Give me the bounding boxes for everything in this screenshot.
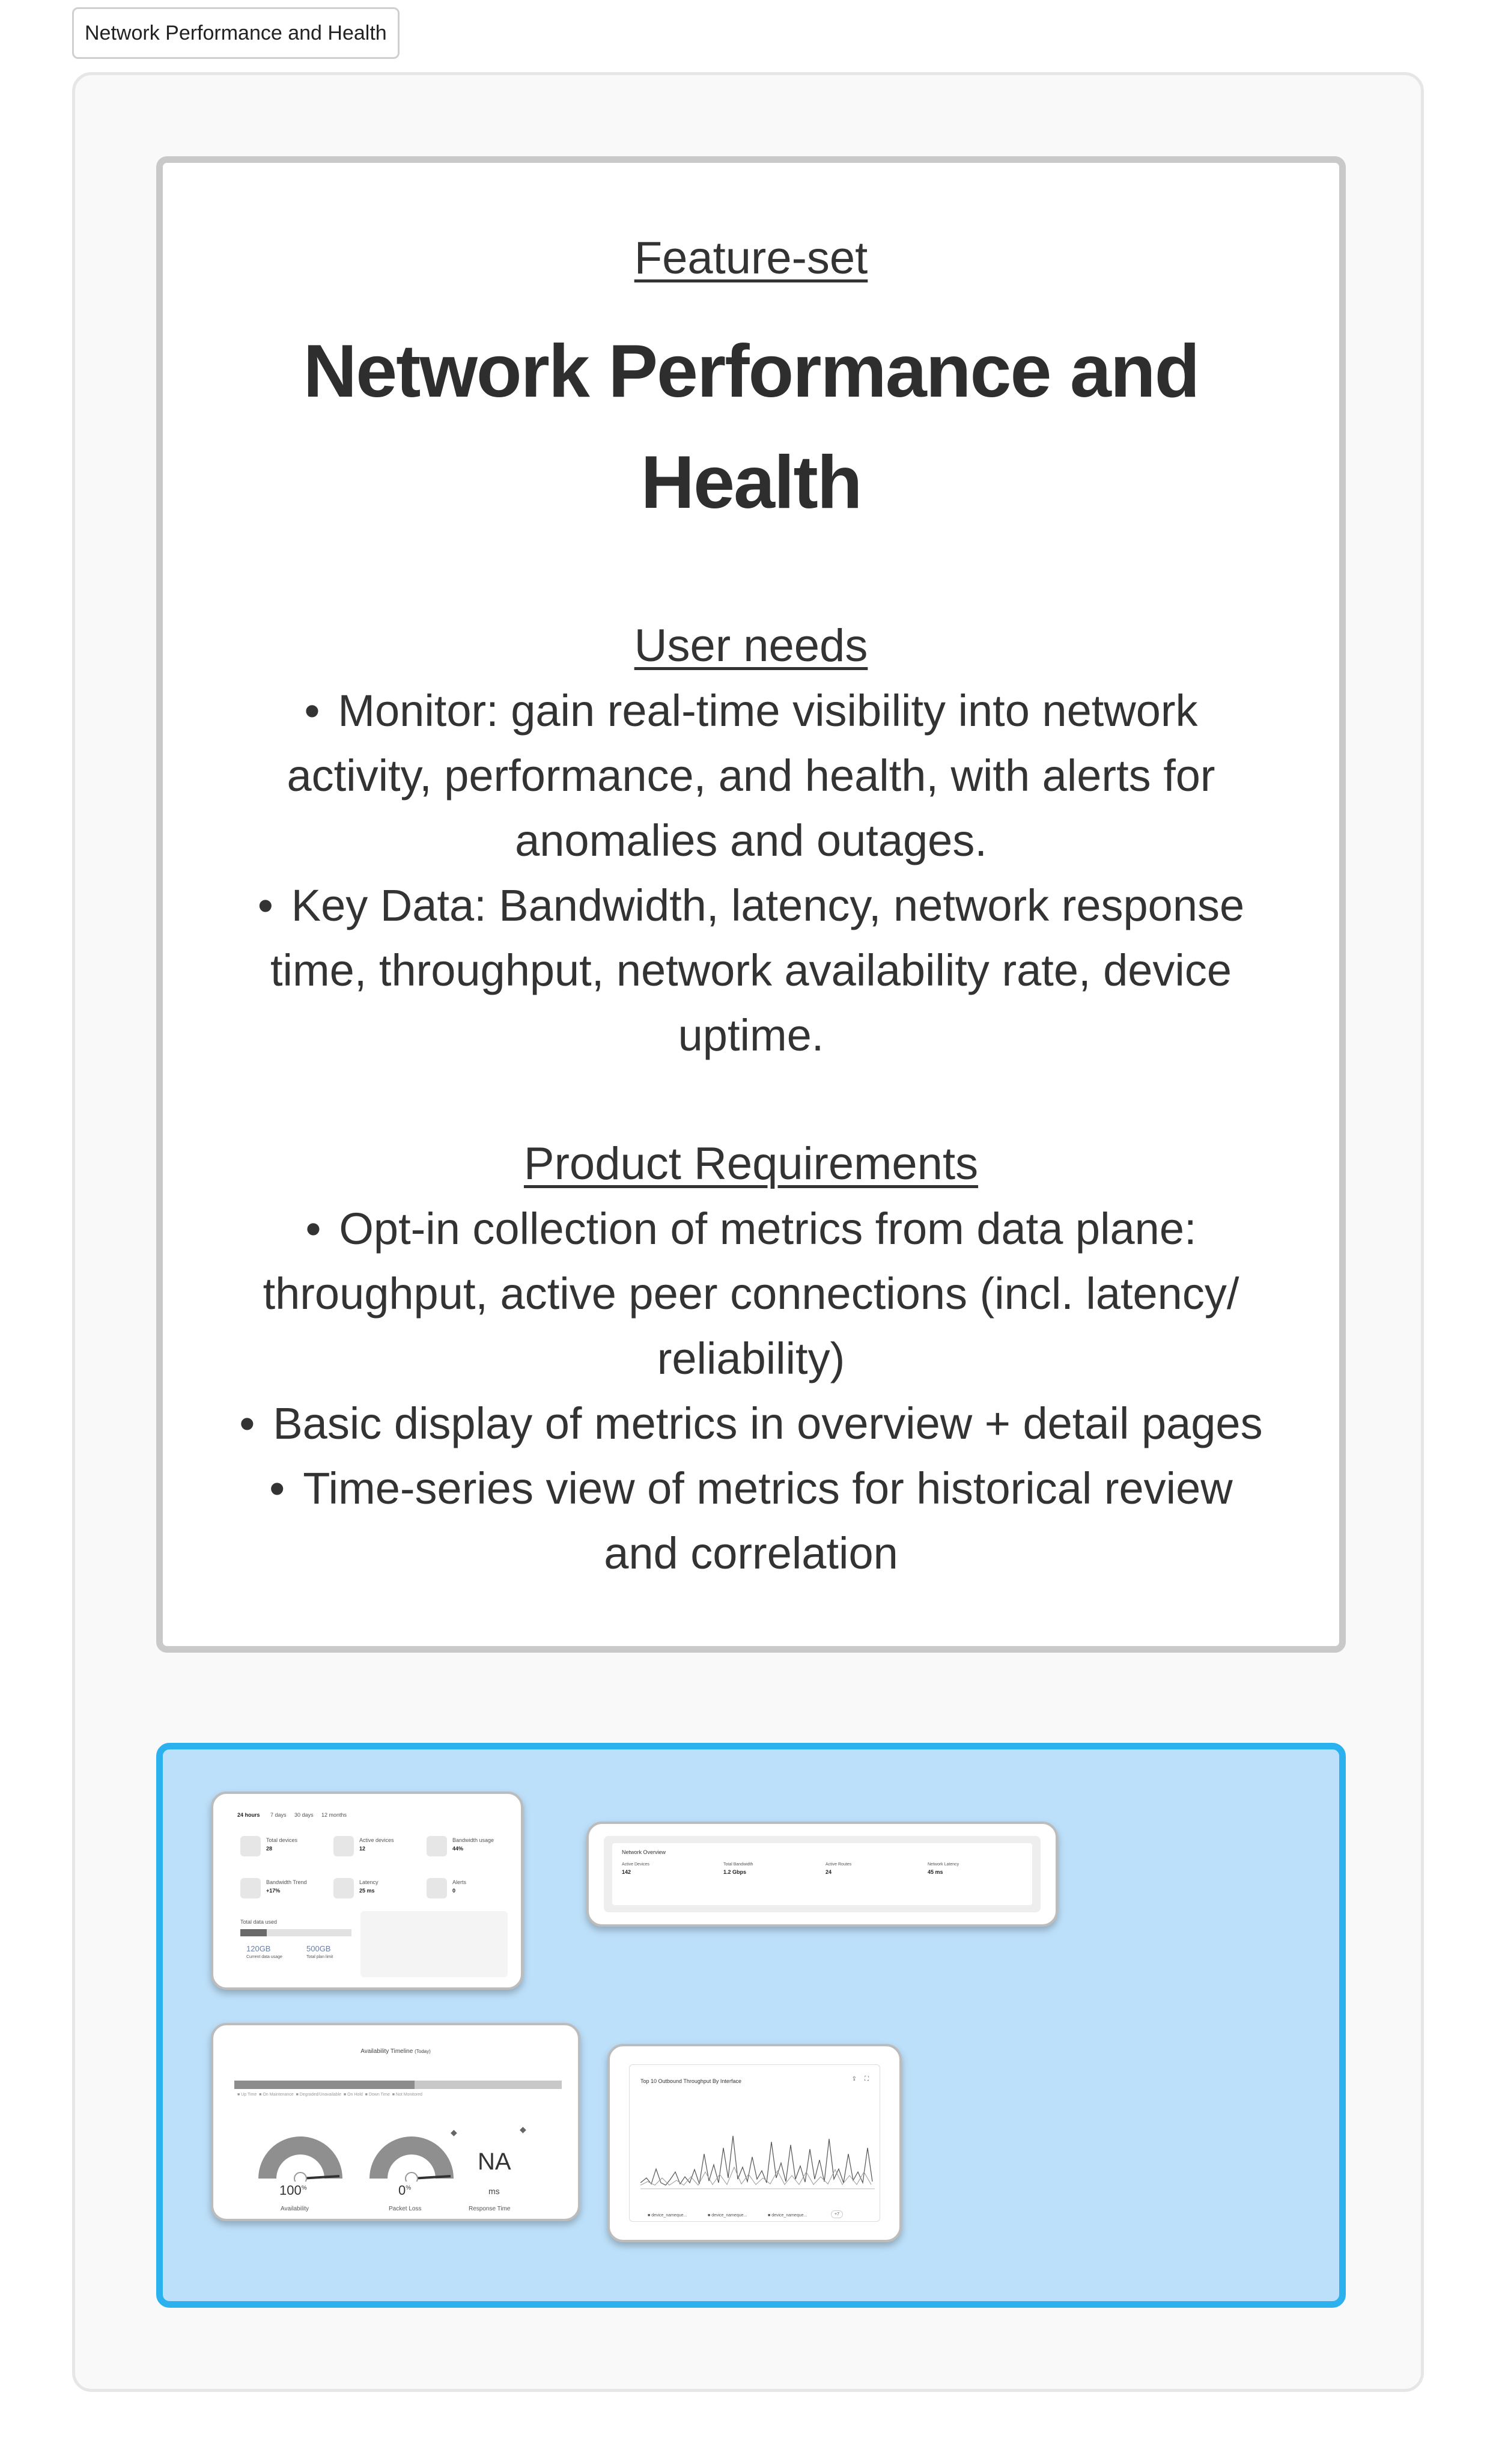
throughput-sparkline: [640, 2112, 875, 2190]
kpi-icon: [333, 1878, 354, 1898]
kpi-label: Alerts: [452, 1879, 467, 1885]
period-tab[interactable]: 24 hours: [237, 1812, 260, 1818]
storage-bar-fill: [240, 1929, 267, 1936]
availability-title: Availability Timeline (Today): [360, 2048, 431, 2055]
overview-kpi-value: 45 ms: [928, 1869, 943, 1875]
feature-card: [156, 156, 1346, 1653]
list-item: • Key Data: Bandwidth, latency, network response time, throughput, network availability rate, device uptime.: [235, 873, 1267, 1068]
availability-timeline-bar: [234, 2081, 562, 2089]
kpi-icon: [240, 1836, 261, 1856]
availability-gauge: [255, 2130, 345, 2182]
overview-kpi-value: 24: [825, 1869, 832, 1875]
response-time-value: NA: [478, 2148, 511, 2175]
kpi-value: +17%: [266, 1888, 281, 1894]
series-legend: ■ device_nameque...: [648, 2213, 687, 2218]
storage-used-caption: Current data usage: [246, 1955, 282, 1959]
list-item: • Monitor: gain real-time visibility into network activity, performance, and health, with alerts for anomalies and outages.: [235, 679, 1267, 873]
overview-title: Network Overview: [622, 1849, 666, 1855]
more-series-badge[interactable]: +7: [831, 2210, 843, 2218]
period-tab[interactable]: 30 days: [294, 1812, 314, 1818]
response-time-label: Response Time: [469, 2206, 511, 2212]
screenshots-area: [156, 1743, 1346, 2308]
requirements-list: [235, 1197, 1267, 1586]
packet-loss-gauge: [366, 2130, 457, 2182]
storage-total-caption: Total plan limit: [306, 1955, 333, 1959]
list-item: • Opt-in collection of metrics from data plane: throughput, active peer connections (incl. latency/ reliability): [235, 1197, 1267, 1391]
availability-label: Availability: [281, 2206, 309, 2212]
storage-label: Total data used: [240, 1919, 278, 1925]
kpi-icon: [427, 1878, 447, 1898]
timeline-legend: ■ Up Time ■ On Maintenance ■ Degraded/Unavailable ■ On Hold ■ Down Time ■ Not Monitored: [237, 2093, 422, 2097]
chart-placeholder: [360, 1911, 508, 1977]
camera-icon[interactable]: ◆: [451, 2127, 457, 2137]
timeline-up-segment: [234, 2081, 415, 2089]
series-legend: ■ device_nameque...: [768, 2213, 807, 2218]
throughput-panel: [629, 2064, 880, 2222]
export-icon[interactable]: ⇪: [851, 2076, 857, 2082]
kpi-label: Latency: [359, 1879, 379, 1885]
dashboard-summary-thumbnail[interactable]: [211, 1792, 523, 1990]
storage-bar: [240, 1929, 351, 1936]
list-item: • Basic display of metrics in overview + detail pages: [235, 1391, 1267, 1456]
camera-icon[interactable]: ◆: [520, 2124, 526, 2134]
kpi-label: Total devices: [266, 1837, 298, 1843]
overview-kpi-label: Active Devices: [622, 1862, 649, 1867]
user-needs-heading: User needs: [634, 620, 868, 671]
throughput-chart-thumbnail[interactable]: [607, 2044, 902, 2242]
response-time-unit: ms: [488, 2186, 500, 2196]
period-tab[interactable]: 12 months: [321, 1812, 347, 1818]
storage-used: 120GB: [246, 1944, 271, 1953]
packet-loss-label: Packet Loss: [389, 2206, 422, 2212]
kpi-value: 28: [266, 1846, 273, 1852]
network-overview-thumbnail[interactable]: [586, 1822, 1058, 1927]
overview-kpi-value: 142: [622, 1869, 631, 1875]
eyebrow-label: Feature-set: [634, 233, 868, 284]
kpi-icon: [240, 1878, 261, 1898]
overview-kpi-value: 1.2 Gbps: [723, 1869, 747, 1875]
availability-value: 100%: [279, 2183, 307, 2198]
packet-loss-value: 0%: [398, 2183, 412, 2198]
throughput-title: Top 10 Outbound Throughput By Interface: [640, 2078, 741, 2084]
kpi-label: Bandwidth Trend: [266, 1879, 307, 1885]
card-title: Network Performance and Health: [303, 330, 1199, 524]
overview-kpi-label: Active Routes: [825, 1862, 852, 1867]
kpi-label: Active devices: [359, 1837, 394, 1843]
period-tab[interactable]: 7 days: [270, 1812, 287, 1818]
availability-thumbnail[interactable]: [211, 2023, 580, 2221]
overview-kpi-label: Total Bandwidth: [723, 1862, 753, 1867]
storage-total: 500GB: [306, 1944, 331, 1953]
expand-icon[interactable]: ⛶: [865, 2076, 869, 2082]
kpi-value: 12: [359, 1846, 366, 1852]
kpi-label: Bandwidth usage: [452, 1837, 494, 1843]
overview-inner: [612, 1843, 1032, 1905]
tab-label[interactable]: Network Performance and Health: [72, 7, 400, 59]
list-item: • Time-series view of metrics for historical review and correlation: [235, 1456, 1267, 1586]
series-legend: ■ device_nameque...: [708, 2213, 747, 2218]
kpi-value: 25 ms: [359, 1888, 375, 1894]
kpi-icon: [333, 1836, 354, 1856]
kpi-icon: [427, 1836, 447, 1856]
overview-kpi-label: Network Latency: [928, 1862, 959, 1867]
overview-panel: [604, 1836, 1041, 1912]
user-needs-list: [235, 679, 1267, 1068]
requirements-heading: Product Requirements: [523, 1138, 979, 1189]
kpi-value: 44%: [452, 1846, 464, 1852]
kpi-value: 0: [452, 1888, 456, 1894]
